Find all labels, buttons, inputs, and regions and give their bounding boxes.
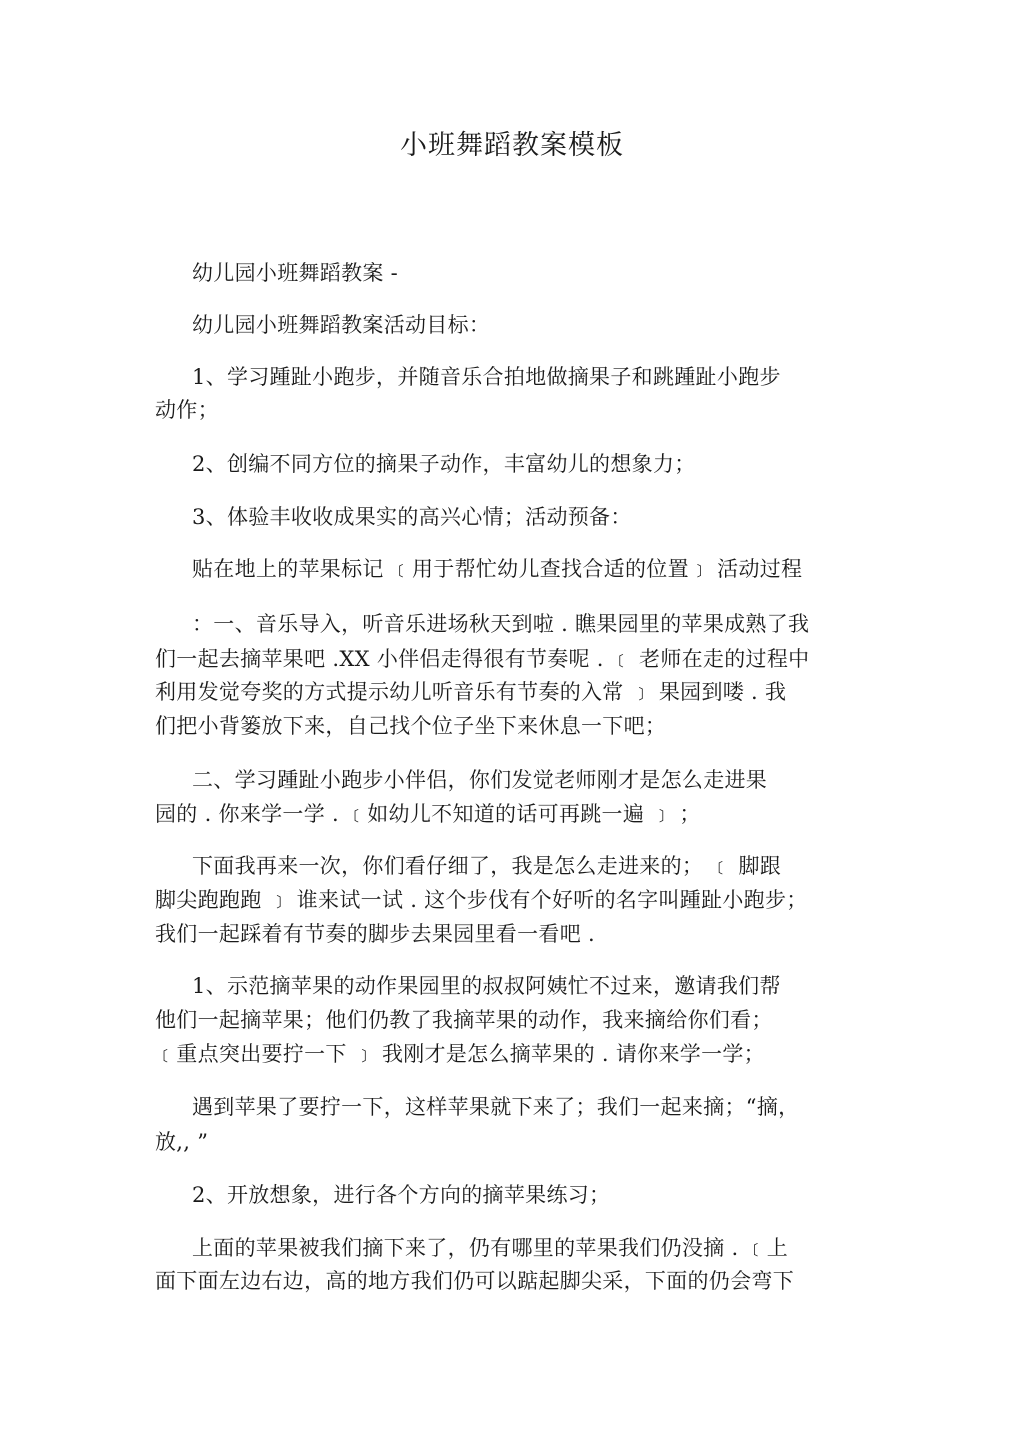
text-line: ：一、音乐导入，听音乐进场秋天到啦 . 瞧果园里的苹果成熟了我: [192, 612, 810, 636]
document-title: 小班舞蹈教案模板: [400, 130, 624, 161]
text-line: 1、示范摘苹果的动作果园里的叔叔阿姨忙不过来，邀请我们帮: [192, 974, 781, 998]
text-line: 们一起去摘苹果吧 .XX 小伴侣走得很有节奏呢 . ﹝ 老师在走的过程中: [155, 647, 810, 671]
text-line: 1、学习踵趾小跑步，并随音乐合拍地做摘果子和跳踵趾小跑步: [192, 365, 781, 389]
text-line: 放,, ”: [155, 1130, 209, 1154]
text-line: 2、创编不同方位的摘果子动作，丰富幼儿的想象力；: [192, 452, 696, 476]
text-line: 面下面左边右边，高的地方我们仍可以踮起脚尖采，下面的仍会弯下: [155, 1269, 794, 1293]
text-line: 他们一起摘苹果；他们仍教了我摘苹果的动作，我来摘给你们看；: [155, 1008, 773, 1032]
text-line: 我们一起踩着有节奏的脚步去果园里看一看吧 .: [155, 922, 595, 946]
text-line: 们把小背篓放下来，自己找个位子坐下来休息一下吧；: [155, 714, 667, 738]
text-line: 3、体验丰收收成果实的高兴心情；活动预备：: [192, 505, 632, 529]
text-line: 幼儿园小班舞蹈教案 -: [192, 261, 399, 285]
text-line: 贴在地上的苹果标记 ﹝用于帮忙幼儿查找合适的位置﹞ 活动过程: [192, 557, 803, 581]
text-line: 脚尖跑跑跑 ﹞ 谁来试一试 . 这个步伐有个好听的名字叫踵趾小跑步；: [155, 888, 808, 912]
text-line: 幼儿园小班舞蹈教案活动目标：: [192, 313, 491, 337]
text-line: 上面的苹果被我们摘下来了，仍有哪里的苹果我们仍没摘 . ﹝上: [192, 1236, 789, 1260]
text-line: 动作；: [155, 398, 219, 422]
text-line: 2、开放想象，进行各个方向的摘苹果练习；: [192, 1183, 611, 1207]
text-line: ﹝重点突出要拧一下 ﹞ 我刚才是怎么摘苹果的 . 请你来学一学；: [155, 1042, 765, 1066]
text-line: 二、学习踵趾小跑步小伴侣，你们发觉老师刚才是怎么走进果: [192, 768, 768, 792]
text-line: 利用发觉夸奖的方式提示幼儿听音乐有节奏的入常 ﹞ 果园到喽 . 我: [155, 680, 787, 704]
text-line: 园的 . 你来学一学 . ﹝如幼儿不知道的话可再跳一遍 ﹞ ；: [155, 802, 701, 826]
text-line: 下面我再来一次，你们看仔细了，我是怎么走进来的； ﹝ 脚跟: [192, 854, 782, 878]
text-line: 遇到苹果了要拧一下，这样苹果就下来了；我们一起来摘；“摘，: [192, 1095, 800, 1119]
